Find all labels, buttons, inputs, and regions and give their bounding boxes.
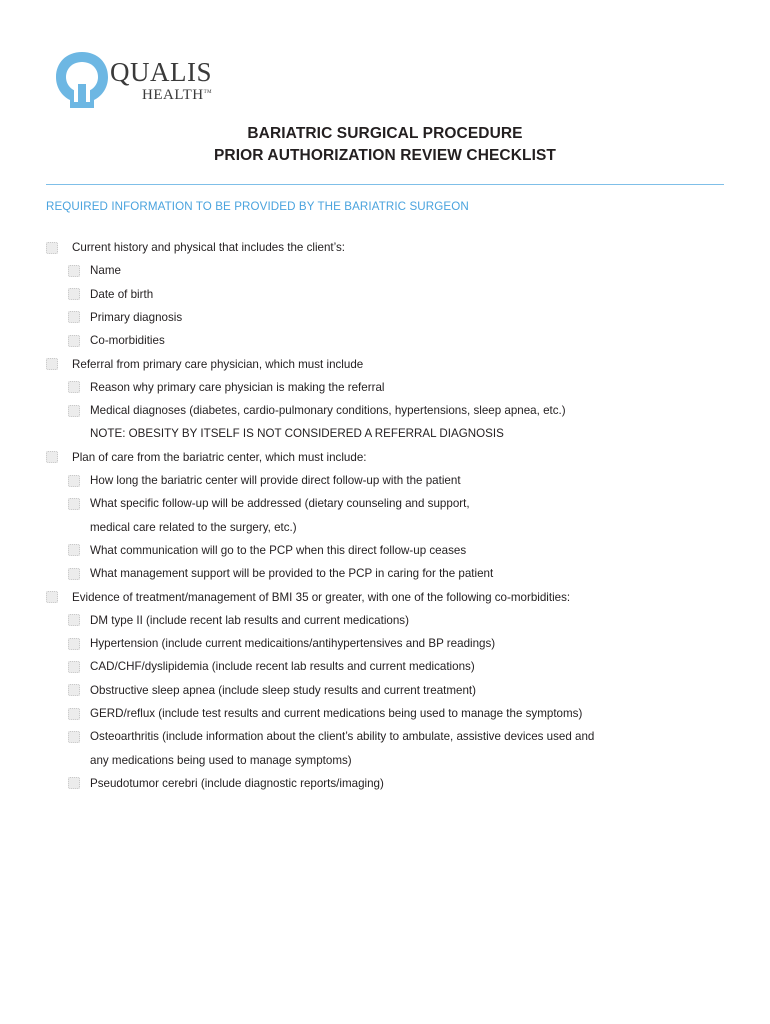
checklist-item-text: What specific follow-up will be addressed (dietary counseling and support, — [90, 497, 470, 511]
checklist-subitem — [68, 469, 461, 492]
checklist-subitem — [68, 492, 470, 515]
checklist-item-text: Obstructive sleep apnea (include sleep study results and current treatment) — [90, 683, 477, 697]
checklist-subitem — [68, 329, 165, 352]
logo-qualis: QUALIS — [110, 57, 212, 87]
checklist-item-text: Co-morbidities — [90, 334, 165, 348]
checkbox[interactable] — [68, 498, 80, 510]
title-line-2: PRIOR AUTHORIZATION REVIEW CHECKLIST — [213, 147, 556, 164]
checklist-subitem — [68, 749, 352, 772]
checklist-subitem — [68, 679, 476, 702]
checkbox[interactable] — [68, 708, 80, 720]
checkbox[interactable] — [68, 684, 80, 696]
checklist-subitem — [68, 632, 495, 655]
checkbox[interactable] — [68, 381, 80, 393]
checkbox[interactable] — [68, 544, 80, 556]
checkbox[interactable] — [68, 265, 80, 277]
checklist-item-text: NOTE: OBESITY BY ITSELF IS NOT CONSIDERED A REFERRAL DIAGNOSIS — [90, 427, 504, 441]
checklist-subitem — [68, 259, 121, 282]
section-divider — [46, 184, 724, 185]
checklist-item-text: Evidence of treatment/management of BMI 35 or greater, with one of the following co-morbidities: — [72, 590, 571, 604]
checkbox[interactable] — [68, 335, 80, 347]
checklist-item-text: DM type II (include recent lab results and current medications) — [90, 613, 409, 627]
checklist-item-text: How long the bariatric center will provide direct follow-up with the patient — [90, 474, 461, 487]
checklist-subitem — [68, 702, 582, 725]
checklist-item-text: Reason why primary care physician is making the referral — [90, 380, 385, 394]
checklist-item-text: Date of birth — [90, 287, 154, 301]
qualis-health-logo — [52, 48, 222, 112]
title-line-1: BARIATRIC SURGICAL PROCEDURE — [247, 125, 523, 142]
checklist-item-text: Name — [90, 264, 121, 278]
checklist-item-text: CAD/CHF/dyslipidemia (include recent lab results and current medications) — [90, 660, 475, 674]
checklist-item-text: Medical diagnoses (diabetes, cardio-pulmonary conditions, hypertensions, sleep apnea, etc.) — [90, 404, 566, 418]
checkbox[interactable] — [68, 731, 80, 743]
section-heading: REQUIRED INFORMATION TO BE PROVIDED BY THE BARIATRIC SURGEON — [46, 200, 469, 213]
checkbox[interactable] — [68, 638, 80, 650]
checkbox[interactable] — [46, 591, 58, 603]
checklist-item-text: Plan of care from the bariatric center, which must include: — [72, 450, 367, 464]
checklist-item-text: What management support will be provided to the PCP in caring for the patient — [90, 567, 494, 581]
checklist-item-text: Pseudotumor cerebri (include diagnostic reports/imaging) — [90, 776, 384, 790]
checklist-item — [46, 446, 367, 469]
checklist-item — [46, 236, 345, 259]
checklist-item-text: Current history and physical that includes the client’s: — [72, 241, 346, 254]
checkbox[interactable] — [46, 242, 58, 254]
checklist-subitem — [68, 516, 297, 539]
checkbox[interactable] — [68, 311, 80, 323]
checkbox[interactable] — [68, 288, 80, 300]
qualis-q-icon — [52, 48, 112, 110]
checkbox[interactable] — [68, 568, 80, 580]
checklist-subitem — [68, 609, 409, 632]
checkbox[interactable] — [68, 661, 80, 673]
checkbox[interactable] — [68, 475, 80, 487]
checklist-subitem — [68, 306, 182, 329]
checklist-item-text: medical care related to the surgery, etc.) — [90, 520, 297, 534]
checkbox[interactable] — [68, 777, 80, 789]
logo-health: HEALTH™ — [142, 87, 213, 103]
checklist-item-text: What communication will go to the PCP when this direct follow-up ceases — [90, 543, 467, 557]
checklist-item — [46, 353, 363, 376]
checklist-subitem — [68, 422, 504, 445]
checklist-subitem — [68, 283, 153, 306]
checklist-subitem — [68, 655, 475, 678]
checklist-subitem — [68, 725, 594, 748]
checkbox[interactable] — [68, 614, 80, 626]
checkbox[interactable] — [46, 358, 58, 370]
checkbox[interactable] — [68, 405, 80, 417]
checklist-item-text: Hypertension (include current medicaitions/antihypertensives and BP readings) — [90, 637, 496, 651]
checklist-item-text: GERD/reflux (include test results and current medications being used to manage the symptoms) — [90, 707, 583, 720]
checklist-subitem — [68, 562, 493, 585]
checklist-subitem — [68, 399, 566, 422]
checklist-item-text: any medications being used to manage symptoms) — [90, 753, 352, 767]
checklist-subitem — [68, 539, 466, 562]
checklist-item — [46, 586, 570, 609]
checkbox[interactable] — [46, 451, 58, 463]
checklist-item-text: Osteoarthritis (include information about the client’s ability to ambulate, assistive devices used and — [90, 730, 595, 744]
checklist-subitem — [68, 772, 384, 795]
checklist-item-text: Referral from primary care physician, which must include — [72, 357, 364, 371]
checklist-item-text: Primary diagnosis — [90, 310, 183, 324]
checklist-subitem — [68, 376, 384, 399]
document-title — [0, 123, 770, 167]
